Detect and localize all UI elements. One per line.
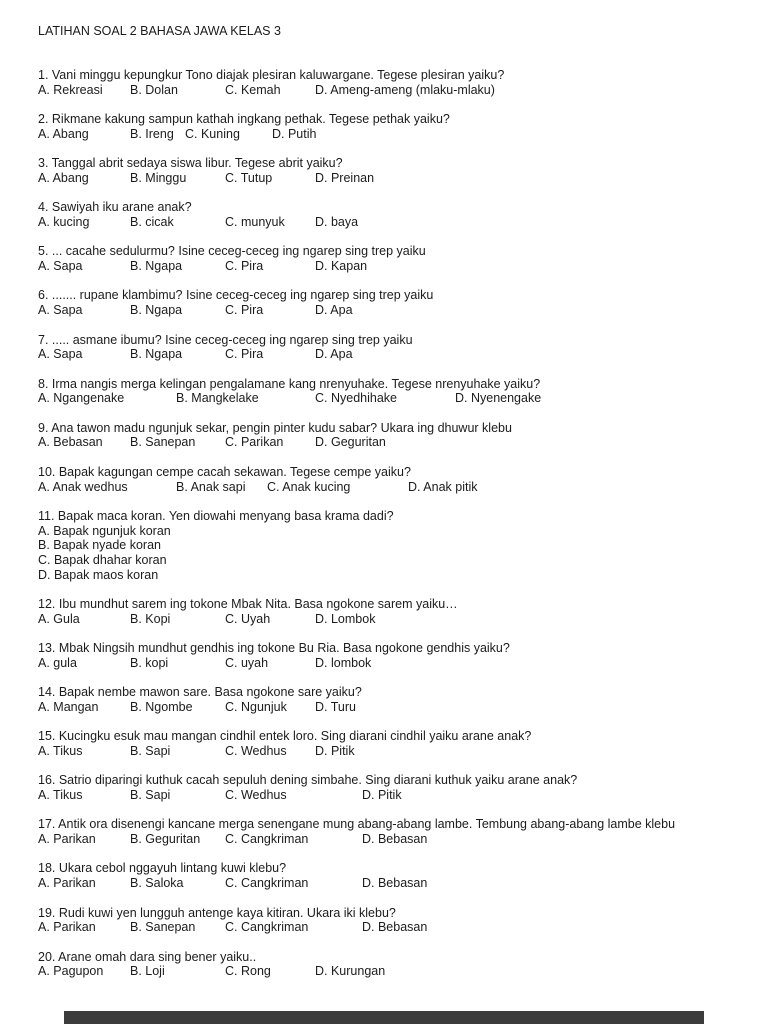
question-block (38, 465, 742, 494)
options-row (38, 788, 742, 803)
question-block (38, 641, 742, 670)
options-row (38, 171, 742, 186)
option-c: C. Pira (225, 347, 264, 362)
question-block (38, 685, 742, 714)
options-row (38, 259, 742, 274)
option-a: A. Sapa (38, 303, 83, 318)
question-block (38, 906, 742, 935)
option-d: D. baya (315, 215, 359, 230)
question-text: 7. ..... asmane ibumu? Isine ceceg-ceceg ing ngarep sing trep yaiku (38, 332, 413, 347)
option-b: B. Geguritan (130, 832, 201, 847)
options-row (38, 612, 742, 627)
question-text: 14. Bapak nembe mawon sare. Basa ngokone sare yaiku? (38, 685, 362, 700)
question-list (38, 68, 742, 979)
option-b: B. cicak (130, 215, 174, 230)
question-block (38, 729, 742, 758)
option-b: B. Sanepan (130, 920, 196, 935)
option-b: B. Sanepan (130, 435, 196, 450)
option-c: C. uyah (225, 655, 269, 670)
option-c: C. Kemah (225, 82, 281, 97)
next-page-gap (64, 1011, 704, 1024)
option-b: B. Ireng (130, 126, 174, 141)
question-text: 4. Sawiyah iku arane anak? (38, 200, 192, 215)
option-d: D. Nyenengake (455, 391, 542, 406)
options-row (38, 964, 742, 979)
option-a: A. Pagupon (38, 964, 104, 979)
option-a: A. Rekreasi (38, 82, 103, 97)
option-d: D. Pitik (362, 788, 402, 803)
option-d: D. Bapak maos koran (38, 567, 159, 582)
option-c: C. Wedhus (225, 743, 287, 758)
question-text: 18. Ukara cebol nggayuh lintang kuwi klebu? (38, 861, 287, 876)
option-c: C. Parikan (225, 435, 284, 450)
option-d: D. Bebasan (362, 920, 428, 935)
option-c: C. Ngunjuk (225, 699, 287, 714)
option-d: D. Preinan (315, 170, 375, 185)
question-text: 17. Antik ora disenengi kancane merga senengane mung abang-abang lambe. Tembung abang-abang lambe klebu (38, 817, 676, 832)
option-d: D. Apa (315, 303, 353, 318)
option-a: A. Sapa (38, 347, 83, 362)
question-text: 10. Bapak kagungan cempe cacah sekawan. Tegese cempe yaiku? (38, 464, 411, 479)
option-b: B. Saloka (130, 876, 184, 891)
option-a: A. Gula (38, 611, 80, 626)
question-text: 16. Satrio diparingi kuthuk cacah sepuluh dening simbahe. Sing diarani kuthuk yaiku arane anak? (38, 773, 578, 788)
option-a: A. Bapak ngunjuk koran (38, 523, 171, 538)
question-block (38, 244, 742, 273)
option-a: A. Sapa (38, 259, 83, 274)
option-b: B. Ngapa (130, 303, 183, 318)
option-d: D. Bebasan (362, 876, 428, 891)
option-d: D. Kurungan (315, 964, 386, 979)
question-text: 11. Bapak maca koran. Yen diowahi menyang basa krama dadi? (38, 508, 394, 523)
option-c: C. Cangkriman (225, 832, 309, 847)
option-d: D. Geguritan (315, 435, 386, 450)
option-d: D. Putih (272, 126, 317, 141)
options-row (38, 920, 742, 935)
option-d: D. Pitik (315, 743, 355, 758)
options-row (38, 700, 742, 715)
question-block (38, 156, 742, 185)
option-b: B. Dolan (130, 82, 178, 97)
question-text: 6. ....... rupane klambimu? Isine ceceg-ceceg ing ngarep sing trep yaiku (38, 288, 434, 303)
option-c: C. Uyah (225, 611, 271, 626)
option-a: A. Parikan (38, 832, 96, 847)
options-row (38, 480, 742, 495)
option-b: B. Kopi (130, 611, 171, 626)
options-row (38, 435, 742, 450)
options-row (38, 127, 742, 142)
question-block (38, 597, 742, 626)
question-block (38, 200, 742, 229)
option-d: D. Ameng-ameng (mlaku-mlaku) (315, 82, 495, 97)
options-row (38, 656, 742, 671)
question-block (38, 509, 742, 582)
question-text: 8. Irma nangis merga kelingan pengalamane kang nrenyuhake. Tegese nrenyuhake yaiku? (38, 376, 541, 391)
question-text: 13. Mbak Ningsih mundhut gendhis ing tokone Bu Ria. Basa ngokone gendhis yaiku? (38, 641, 510, 656)
question-text: 5. ... cacahe sedulurmu? Isine ceceg-ceceg ing ngarep sing trep yaiku (38, 244, 426, 259)
option-a: A. kucing (38, 215, 90, 230)
options-row (38, 83, 742, 98)
option-a: A. Anak wedhus (38, 479, 128, 494)
question-block (38, 112, 742, 141)
question-block (38, 817, 742, 846)
option-c: C. Nyedhihake (315, 391, 397, 406)
question-text: 1. Vani minggu kepungkur Tono diajak plesiran kaluwargane. Tegese plesiran yaiku? (38, 68, 505, 83)
option-c: C. Cangkriman (225, 920, 309, 935)
option-c: C. Wedhus (225, 788, 287, 803)
options-row (38, 524, 742, 583)
option-a: A. Ngangenake (38, 391, 125, 406)
option-b: B. Minggu (130, 170, 187, 185)
question-block (38, 288, 742, 317)
option-d: D. Anak pitik (408, 479, 478, 494)
option-c: C. Tutup (225, 170, 273, 185)
options-row (38, 347, 742, 362)
option-a: A. Tikus (38, 743, 83, 758)
question-block (38, 377, 742, 406)
question-text: 2. Rikmane kakung sampun kathah ingkang pethak. Tegese pethak yaiku? (38, 112, 450, 127)
question-text: 9. Ana tawon madu ngunjuk sekar, pengin pinter kudu sabar? Ukara ing dhuwur klebu (38, 420, 512, 435)
option-d: D. Apa (315, 347, 353, 362)
option-c: C. Bapak dhahar koran (38, 552, 167, 567)
option-c: C. Anak kucing (267, 479, 351, 494)
option-a: A. Mangan (38, 699, 99, 714)
question-text: 20. Arane omah dara sing bener yaiku.. (38, 949, 257, 964)
question-text: 19. Rudi kuwi yen lungguh antenge kaya kitiran. Ukara iki klebu? (38, 905, 396, 920)
question-text: 15. Kucingku esuk mau mangan cindhil entek loro. Sing diarani cindhil yaiku arane anak? (38, 729, 532, 744)
page-title: LATIHAN SOAL 2 BAHASA JAWA KELAS 3 (38, 24, 281, 38)
option-a: A. Parikan (38, 920, 96, 935)
option-a: A. Abang (38, 170, 89, 185)
option-a: A. Abang (38, 126, 89, 141)
option-b: B. Sapi (130, 788, 171, 803)
option-a: A. Tikus (38, 788, 83, 803)
question-block (38, 421, 742, 450)
option-b: B. Bapak nyade koran (38, 538, 161, 553)
options-row (38, 744, 742, 759)
question-text: 3. Tanggal abrit sedaya siswa libur. Tegese abrit yaiku? (38, 156, 343, 171)
option-b: B. Ngapa (130, 259, 183, 274)
option-c: C. Rong (225, 964, 271, 979)
option-d: D. Kapan (315, 259, 368, 274)
option-d: D. Turu (315, 699, 356, 714)
option-b: B. Ngombe (130, 699, 193, 714)
option-d: D. lombok (315, 655, 372, 670)
option-a: A. Parikan (38, 876, 96, 891)
option-b: B. kopi (130, 655, 169, 670)
option-a: A. Bebasan (38, 435, 103, 450)
option-c: C. munyuk (225, 215, 285, 230)
option-b: B. Anak sapi (176, 479, 246, 494)
options-row (38, 832, 742, 847)
options-row (38, 876, 742, 891)
question-block (38, 950, 742, 979)
worksheet (38, 24, 742, 994)
option-d: D. Bebasan (362, 832, 428, 847)
question-block (38, 68, 742, 97)
question-block (38, 773, 742, 802)
options-row (38, 391, 742, 406)
options-row (38, 303, 742, 318)
option-c: C. Pira (225, 303, 264, 318)
option-c: C. Pira (225, 259, 264, 274)
option-d: D. Lombok (315, 611, 376, 626)
option-b: B. Loji (130, 964, 165, 979)
question-text: 12. Ibu mundhut sarem ing tokone Mbak Nita. Basa ngokone sarem yaiku… (38, 597, 458, 612)
question-block (38, 861, 742, 890)
option-c: C. Cangkriman (225, 876, 309, 891)
question-block (38, 333, 742, 362)
option-b: B. Mangkelake (176, 391, 259, 406)
option-b: B. Ngapa (130, 347, 183, 362)
options-row (38, 215, 742, 230)
option-c: C. Kuning (185, 126, 240, 141)
option-b: B. Sapi (130, 743, 171, 758)
option-a: A. gula (38, 655, 77, 670)
